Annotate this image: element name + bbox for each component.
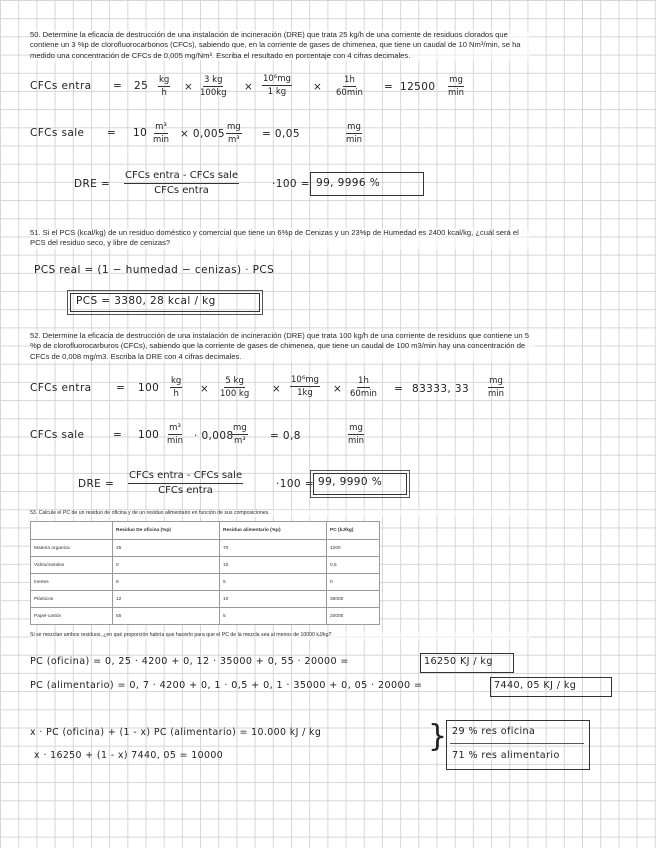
- p52-entra-label: CFCs entra: [30, 382, 92, 394]
- p51-equation: PCS real = (1 − humedad − cenizas) · PCS: [34, 264, 275, 276]
- table-header: Residuo De oficina (%p): [113, 522, 220, 540]
- table-cell: 0: [113, 557, 220, 574]
- table-cell: Inertes: [31, 574, 113, 591]
- table-cell: 5: [220, 574, 327, 591]
- table-cell: Papel-cartón: [31, 608, 113, 625]
- p50-entra-frac1: $\frac{kg}{h}$: [159, 75, 170, 98]
- p52-entra-eq: =: [116, 382, 126, 394]
- p50-entra-eq: =: [113, 80, 123, 92]
- p52-times-1: ×: [200, 383, 210, 395]
- p52-entra-eq2: =: [394, 383, 404, 395]
- table-cell: Materia organica: [31, 540, 113, 557]
- p52-entra-result: 83333, 33: [412, 383, 470, 395]
- problem-51-statement: 51. Si el PCS (kcal/kg) de un residuo doméstico y comercial que tiene un 6%p de Cenizas y un 23%p de Humedad es 2400 kcal/kg, ¿cuál será el PCS del residuo seco, y libre de cenizas?: [30, 228, 530, 249]
- p50-sale-unit: mg min: [346, 122, 363, 145]
- p50-entra-unit: mg min: [448, 75, 465, 98]
- table-cell: Vidrio/metales: [31, 557, 113, 574]
- table-row: [31, 591, 380, 608]
- p50-entra-result: 12500: [400, 81, 436, 93]
- p52-sale-frac2: $\frac{mg}{\text{m³}}$: [233, 423, 247, 446]
- table-cell: 25: [113, 540, 220, 557]
- table-header: [31, 522, 113, 540]
- p50-times-3: ×: [313, 81, 323, 93]
- table-cell: 5: [220, 608, 327, 625]
- p53-answer-oficina: 29 % res oficina: [452, 726, 536, 737]
- table-cell: 12: [113, 591, 220, 608]
- p52-dre-mult: ·100 =: [276, 478, 314, 490]
- p52-dre-label: DRE =: [78, 478, 115, 490]
- table-cell: 35000: [327, 591, 380, 608]
- p50-dre-mult: ·100 =: [272, 178, 310, 190]
- p52-sale-label: CFCs sale: [30, 429, 85, 441]
- p52-times-2: ×: [272, 383, 282, 395]
- p53-pc-oficina: PC (oficina) = 0, 25 · 4200 + 0, 12 · 35000 + 0, 55 · 20000 =: [30, 656, 349, 667]
- table-cell: 0: [327, 574, 380, 591]
- p52-sale-result: = 0,8: [270, 430, 301, 442]
- p50-entra-frac4: 1h 60min: [336, 75, 363, 98]
- problem-53-question: Si se mezclan ambos residuos, ¿en qué proporción habría que hacerlo para que el PC de la mezcla sea al menos de 10000 kJ/kg?: [30, 632, 530, 639]
- p50-sale-frac2: $\frac{mg}{\text{m³}}$: [227, 122, 241, 145]
- p50-dre-label: DRE =: [74, 178, 111, 190]
- p50-entra-v1: 25: [134, 80, 149, 92]
- table-cell: 10: [220, 557, 327, 574]
- table-header: PC (kJ/kg): [327, 522, 380, 540]
- p50-entra-label: CFCs entra: [30, 80, 92, 92]
- p53-pc-oficina-result: 16250 KJ / kg: [424, 656, 493, 667]
- p50-sale-frac1: m³ min: [153, 122, 170, 145]
- p50-sale-result: = 0,05: [262, 128, 300, 140]
- table-cell: 8: [113, 574, 220, 591]
- p52-sale-unit: mg min: [348, 423, 365, 446]
- p52-sale-eq: =: [113, 429, 123, 441]
- p50-times-1: ×: [184, 81, 194, 93]
- table-cell: 70: [220, 540, 327, 557]
- table-cell: 4200: [327, 540, 380, 557]
- p50-entra-frac2: $\frac{3 kg}{100kg}$: [200, 75, 227, 98]
- p53-pc-alimentario: PC (alimentario) = 0, 7 · 4200 + 0, 1 · 0,5 + 0, 1 · 35000 + 0, 05 · 20000 =: [30, 680, 423, 691]
- problem-50-statement: 50. Determine la eficacia de destrucción de una instalación de incineración (DRE) que trata 25 kg/h de una corriente de residuos clorados que contiene un 3 %p de clorofluorocarbonos (CFCs), sabiendo que, en la corriente de gases de chimenea, que tiene un caudal de 10 Nm³/min, se ha medido una concentración de CFCs de 0,005 mg/Nm³. Escriba el resultado en porcentaje con 4 cifras decimales.: [30, 30, 530, 61]
- p50-sale-v1: 10: [133, 127, 148, 139]
- p50-sale-eq: =: [107, 127, 117, 139]
- p52-entra-unit: mg min: [488, 376, 505, 399]
- p50-entra-eq2: =: [384, 81, 394, 93]
- p52-dre-result: 99, 9990 %: [318, 476, 383, 488]
- problem-52-statement: 52. Determine la eficacia de destrucción de una instalación de incineración (DRE) que trata 100 kg/h de una corriente de residuos que contiene un 5 %p de clorofluorocarburos (CFCs), sabiendo que la corriente de gases de chimenea, que tiene un caudal de 100 m3/min hay una concentración de CFCs de 0,008 mg/m3. Escriba la DRE con 4 cifras decimales.: [30, 331, 535, 362]
- answer-divider: [450, 743, 584, 744]
- p52-entra-frac4: 1h 60min: [350, 376, 377, 399]
- p53-mix-substitution: x · 16250 + (1 - x) 7440, 05 = 10000: [34, 750, 224, 761]
- table-cell: 10: [220, 591, 327, 608]
- composition-table: [30, 521, 380, 625]
- p53-answer-alimentario: 71 % res alimentario: [452, 750, 560, 761]
- p50-dre-fraction: CFCs entra - CFCs sale CFCs entra: [125, 170, 239, 196]
- p50-sale-mult: × 0,005: [180, 128, 225, 140]
- table-header-row: [31, 522, 380, 540]
- p52-dre-fraction: CFCs entra - CFCs sale CFCs entra: [129, 470, 243, 496]
- table-row: [31, 574, 380, 591]
- p50-dre-result: 99, 9996 %: [316, 177, 381, 189]
- p52-times-3: ×: [333, 383, 343, 395]
- table-row: [31, 557, 380, 574]
- p52-sale-mult: · 0,008: [194, 430, 234, 442]
- table-row: [31, 608, 380, 625]
- p50-times-2: ×: [244, 81, 254, 93]
- p52-sale-frac1: m³ min: [167, 423, 184, 446]
- problem-53-statement: 53. Calcule el PC de un residuo de oficina y de un residuo alimentario en función de sus composiciones.: [30, 510, 530, 517]
- table-cell: 0,5: [327, 557, 380, 574]
- p52-entra-frac2: $\frac{5 kg}{100 kg}$: [220, 376, 250, 399]
- p52-entra-frac3: $\frac{\text{10⁶mg}}{1kg}$: [291, 375, 319, 398]
- p52-entra-frac1: $\frac{kg}{h}$: [171, 376, 182, 399]
- table-cell: Plásticos: [31, 591, 113, 608]
- curly-brace-icon: }: [428, 719, 448, 754]
- table-cell: 20000: [327, 608, 380, 625]
- p51-result: PCS = 3380, 28 kcal / kg: [76, 295, 216, 307]
- table-cell: 55: [113, 608, 220, 625]
- p50-entra-frac3: $\frac{\text{10⁶mg}}{1 kg}$: [263, 74, 291, 97]
- table-header: Residuo alimentario (%p): [220, 522, 327, 540]
- p53-pc-alimentario-result: 7440, 05 KJ / kg: [494, 680, 577, 691]
- p50-sale-label: CFCs sale: [30, 127, 85, 139]
- p53-mix-equation: x · PC (oficina) + (1 - x) PC (alimentario) = 10.000 kJ / kg: [30, 727, 322, 738]
- p52-entra-v1: 100: [138, 382, 160, 394]
- table-row: [31, 540, 380, 557]
- p52-sale-v1: 100: [138, 429, 160, 441]
